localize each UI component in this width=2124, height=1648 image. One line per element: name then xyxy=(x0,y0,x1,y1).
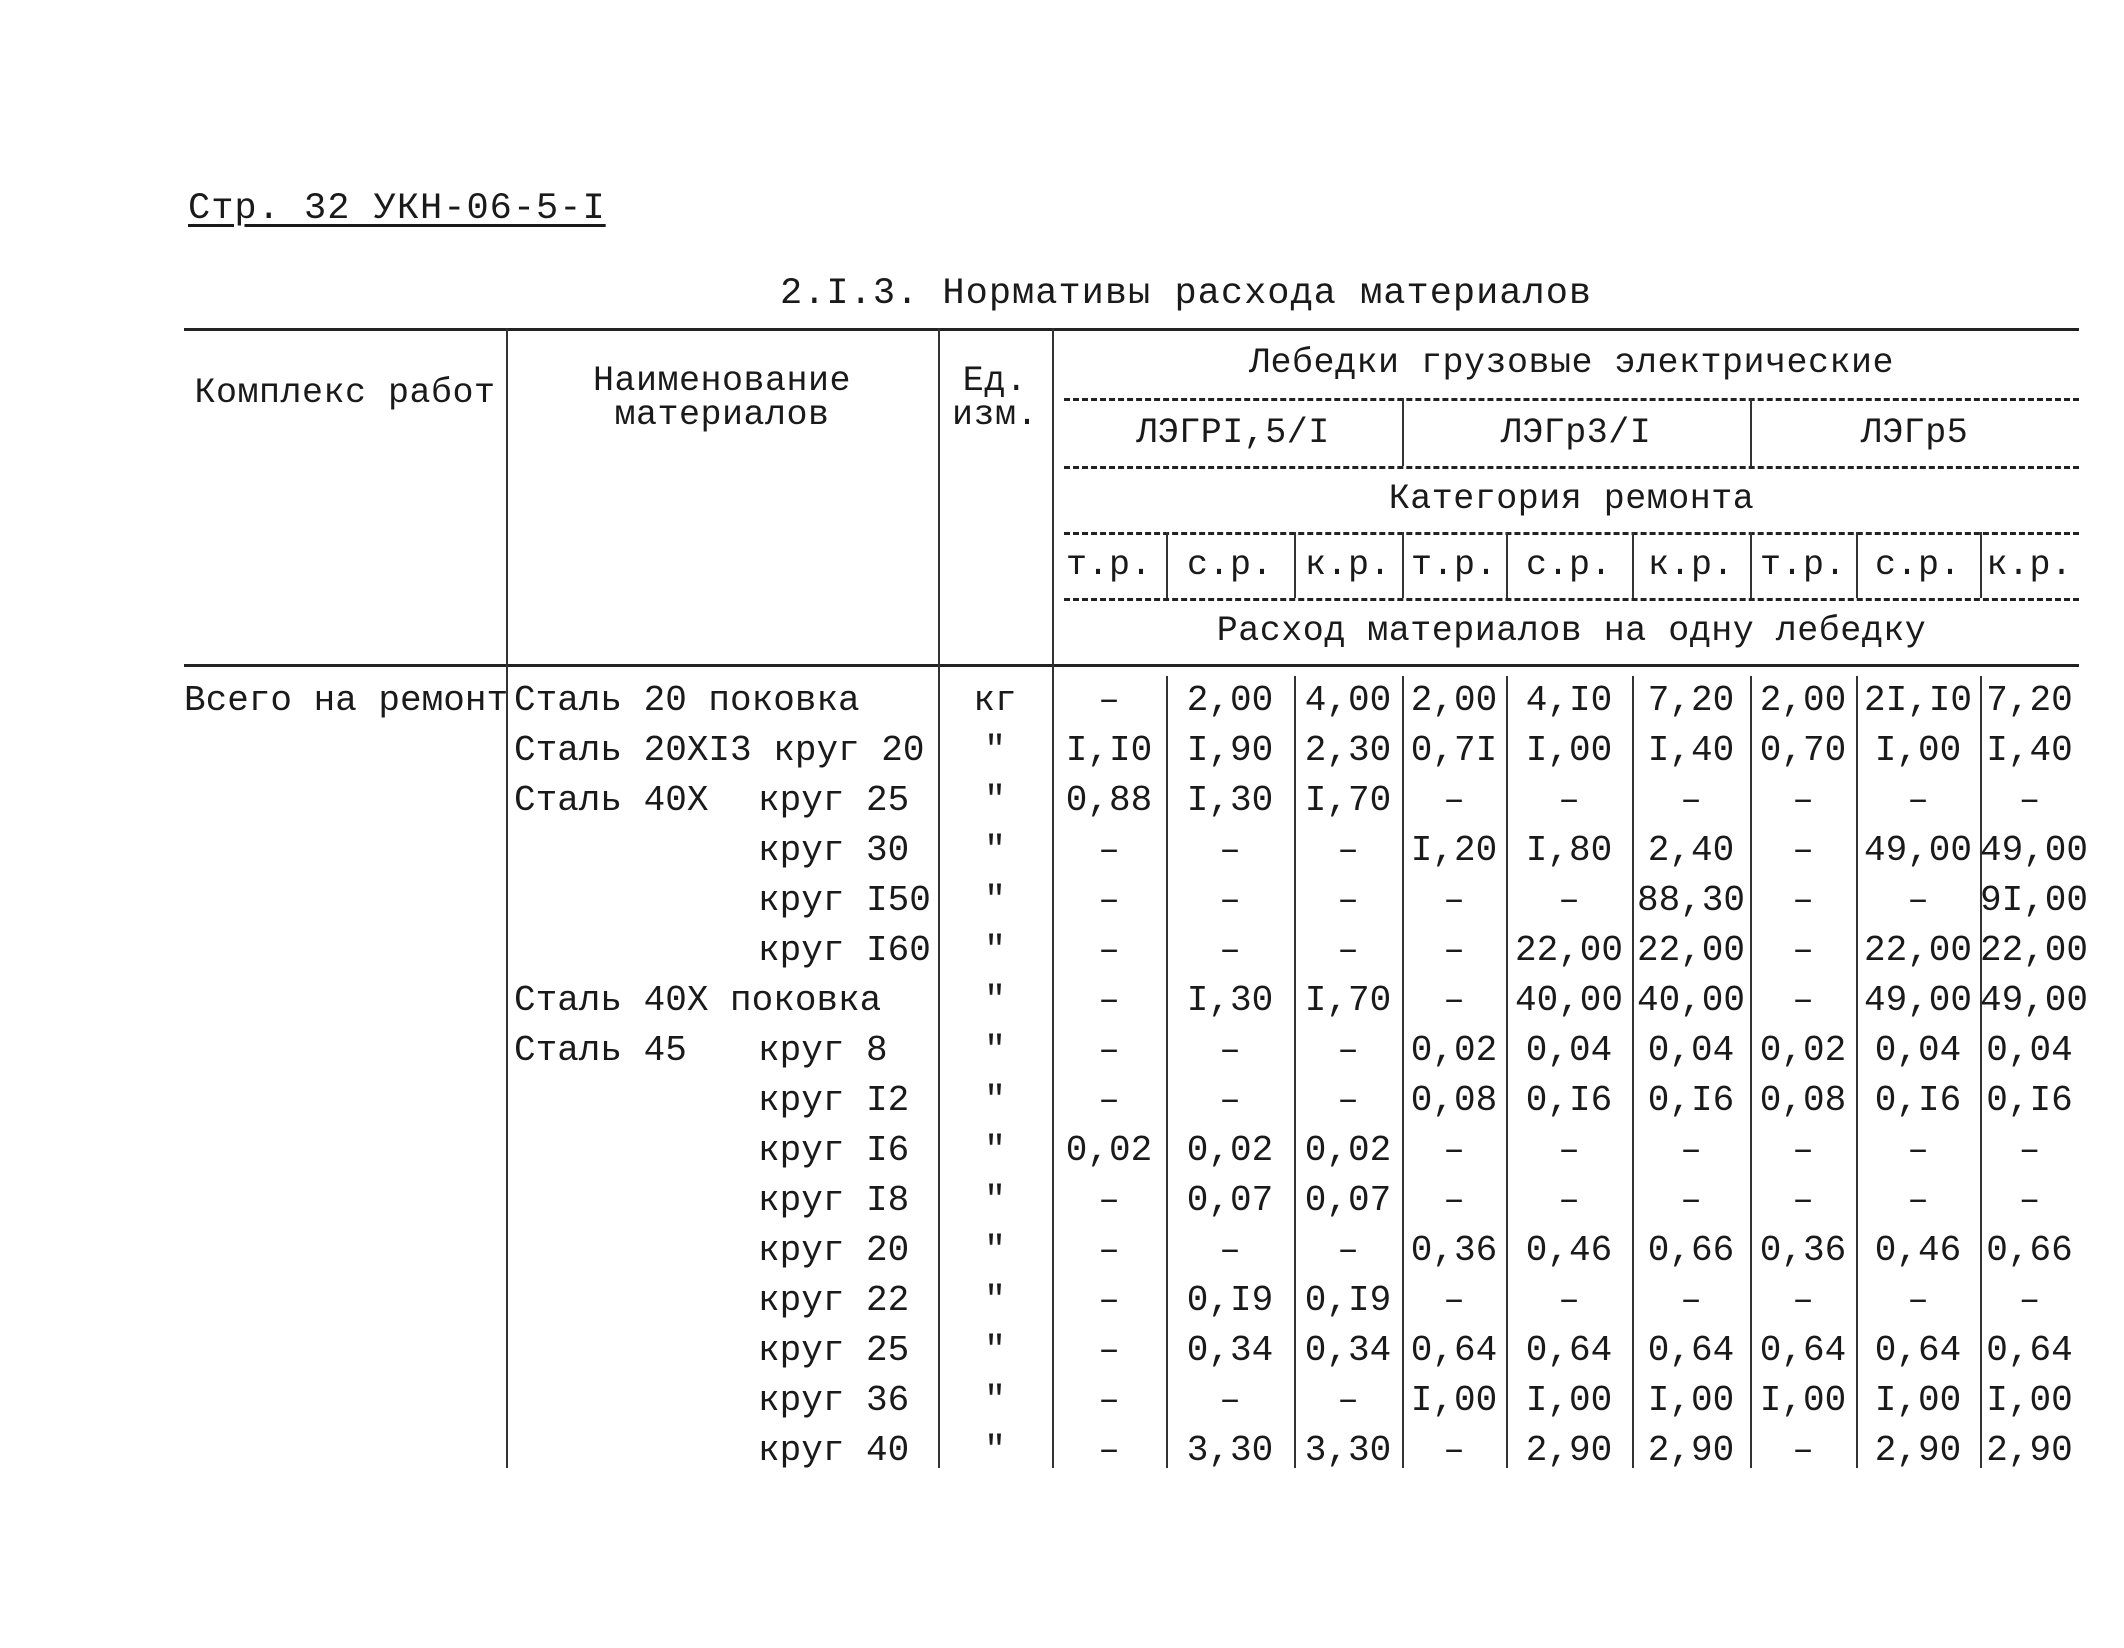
unit-cell: " xyxy=(984,1230,1006,1271)
value-cell: – xyxy=(1907,1130,1929,1171)
complex-cell xyxy=(184,1226,506,1276)
material-form-cell: круг I60 xyxy=(758,930,931,971)
value-cell: 3,30 xyxy=(1304,1430,1392,1471)
value-cell: – xyxy=(1792,1280,1814,1321)
value-cell: 2,90 xyxy=(1647,1430,1735,1471)
table-row xyxy=(184,1376,2079,1426)
table-row xyxy=(184,976,2089,1026)
value-cell: 0,04 xyxy=(1986,1030,2073,1071)
material-form-cell: круг 8 xyxy=(758,1030,888,1071)
header-repair-type: т.р. xyxy=(1759,545,1846,585)
header-unit-line2: изм. xyxy=(951,395,1038,435)
value-cell: 0,02 xyxy=(1759,1030,1847,1071)
value-cell: – xyxy=(1792,1430,1814,1471)
table-row xyxy=(184,826,2089,876)
value-cell: – xyxy=(1098,1080,1120,1121)
complex-cell xyxy=(184,976,506,1026)
value-cell: 0,I9 xyxy=(1304,1280,1392,1321)
material-form-cell: круг 22 xyxy=(758,1280,910,1321)
value-cell: – xyxy=(1443,1280,1465,1321)
header-model-2: ЛЭГр3/I xyxy=(1500,413,1652,453)
material-form-cell: круг 20 xyxy=(758,1230,910,1271)
value-cell: – xyxy=(1219,1230,1241,1271)
value-cell: – xyxy=(1219,880,1241,921)
value-cell: 0,64 xyxy=(1525,1330,1613,1371)
table-row xyxy=(184,876,2089,926)
model-rule xyxy=(1064,466,2079,469)
value-cell: 0,46 xyxy=(1874,1230,1962,1271)
value-cell: – xyxy=(2018,1180,2041,1221)
value-cell: – xyxy=(1558,880,1580,921)
value-cell: – xyxy=(1792,830,1814,871)
value-cell: – xyxy=(1792,1130,1814,1171)
unit-cell: " xyxy=(984,1080,1006,1121)
table-row xyxy=(184,676,2079,726)
header-group: Лебедки грузовые электрические xyxy=(1248,343,1895,383)
value-cell: I,00 xyxy=(1525,1380,1613,1421)
value-cell: 22,00 xyxy=(1980,930,2089,971)
complex-cell xyxy=(184,1326,506,1376)
material-form-cell xyxy=(758,726,938,776)
value-cell: 0,64 xyxy=(1647,1330,1735,1371)
value-cell: 0,88 xyxy=(1065,780,1153,821)
material-form-cell: круг I50 xyxy=(758,880,931,921)
header-repair-type: к.р. xyxy=(1986,545,2073,585)
value-cell: 0,04 xyxy=(1525,1030,1613,1071)
value-cell: 0,64 xyxy=(1874,1330,1962,1371)
value-cell: 0,64 xyxy=(1759,1330,1847,1371)
value-cell: 22,00 xyxy=(1636,930,1746,971)
value-cell: 7,20 xyxy=(1647,680,1735,721)
table-top-rule xyxy=(184,328,2079,331)
table-row xyxy=(184,1426,2079,1476)
header-model-3: ЛЭГр5 xyxy=(1860,413,1969,453)
header-bottom-rule xyxy=(184,664,2079,667)
value-cell: – xyxy=(1792,980,1814,1021)
material-cell: Сталь 40Х xyxy=(514,780,709,821)
material-form-cell: круг I2 xyxy=(758,1080,910,1121)
value-cell: 2,00 xyxy=(1759,680,1847,721)
value-cell: – xyxy=(1098,1180,1120,1221)
value-cell: 0,70 xyxy=(1759,730,1847,771)
complex-cell xyxy=(184,876,506,926)
value-cell: 0,08 xyxy=(1759,1080,1847,1121)
value-cell: I,20 xyxy=(1410,830,1498,871)
value-cell: – xyxy=(2018,1130,2041,1171)
value-cell: 0,I6 xyxy=(1986,1080,2073,1121)
table-row xyxy=(184,1076,2079,1126)
value-cell: 4,I0 xyxy=(1525,680,1613,721)
value-cell: – xyxy=(1792,780,1814,821)
value-cell: 2,30 xyxy=(1304,730,1392,771)
complex-cell xyxy=(184,1376,506,1426)
value-cell: 0,02 xyxy=(1186,1130,1274,1171)
table-row xyxy=(184,1276,2079,1326)
value-cell: 0,I9 xyxy=(1186,1280,1274,1321)
unit-cell: " xyxy=(984,880,1006,921)
header-repair-type: с.р. xyxy=(1186,545,1273,585)
unit-cell: " xyxy=(984,1330,1006,1371)
unit-cell: " xyxy=(984,1180,1006,1221)
value-cell: – xyxy=(1680,1130,1702,1171)
value-cell: 0,36 xyxy=(1759,1230,1847,1271)
unit-cell: " xyxy=(984,1430,1006,1471)
material-form-cell: круг 36 xyxy=(758,1380,910,1421)
value-cell: 0,04 xyxy=(1647,1030,1735,1071)
value-cell: – xyxy=(1907,780,1929,821)
value-cell: – xyxy=(1098,1280,1120,1321)
value-cell: – xyxy=(1792,880,1814,921)
value-cell: 0,I6 xyxy=(1647,1080,1735,1121)
material-cell: Сталь 40Х поковка xyxy=(514,980,882,1021)
value-cell: – xyxy=(1558,1280,1580,1321)
value-cell: – xyxy=(1098,930,1120,971)
unit-cell: " xyxy=(984,1380,1006,1421)
value-cell: I,30 xyxy=(1186,780,1274,821)
value-cell: 40,00 xyxy=(1636,980,1746,1021)
value-cell: – xyxy=(1098,1030,1120,1071)
value-cell: 0,64 xyxy=(1410,1330,1498,1371)
value-cell: I,80 xyxy=(1525,830,1613,871)
header-repair-type: с.р. xyxy=(1874,545,1961,585)
material-cell: Сталь 20 поковка xyxy=(514,680,860,721)
value-cell: – xyxy=(1337,1080,1359,1121)
value-cell: I,70 xyxy=(1304,980,1392,1021)
value-cell: 0,I6 xyxy=(1874,1080,1962,1121)
value-cell: 2,40 xyxy=(1647,830,1735,871)
value-cell: 88,30 xyxy=(1636,880,1746,921)
value-cell: 22,00 xyxy=(1514,930,1624,971)
value-cell: – xyxy=(1443,1180,1465,1221)
value-cell: – xyxy=(1792,1180,1814,1221)
complex-cell xyxy=(184,776,506,826)
complex-cell xyxy=(184,1176,506,1226)
value-cell: 0,02 xyxy=(1410,1030,1498,1071)
value-cell: 0,64 xyxy=(1986,1330,2073,1371)
value-cell: 0,7I xyxy=(1410,730,1498,771)
material-form-cell: круг I8 xyxy=(758,1180,910,1221)
value-cell: – xyxy=(1680,780,1702,821)
complex-cell: Всего на ремонт xyxy=(184,680,509,721)
complex-cell xyxy=(184,1026,506,1076)
value-cell: I,00 xyxy=(1874,730,1962,771)
material-form-cell: круг 25 xyxy=(758,1330,910,1371)
value-cell: 0,34 xyxy=(1186,1330,1274,1371)
table-row xyxy=(184,726,2079,776)
value-cell: – xyxy=(1098,1330,1120,1371)
value-cell: 2,00 xyxy=(1410,680,1498,721)
value-cell: I,00 xyxy=(1759,1380,1847,1421)
table-row xyxy=(184,776,2079,826)
value-cell: – xyxy=(1337,1230,1359,1271)
value-cell: I,00 xyxy=(1647,1380,1735,1421)
repair-type-rule xyxy=(1064,598,2079,601)
header-repair-type: к.р. xyxy=(1304,545,1391,585)
value-cell: 49,00 xyxy=(1863,980,1973,1021)
header-material-line1: Наименование xyxy=(592,361,852,401)
value-cell: 0,46 xyxy=(1525,1230,1613,1271)
value-cell: – xyxy=(1680,1280,1702,1321)
unit-cell: " xyxy=(984,980,1006,1021)
value-cell: 0,66 xyxy=(1647,1230,1735,1271)
value-cell: – xyxy=(1098,1430,1120,1471)
value-cell: 22,00 xyxy=(1863,930,1973,971)
header-repair-type: т.р. xyxy=(1410,545,1497,585)
material-cell: Сталь 45 xyxy=(514,1030,687,1071)
complex-cell xyxy=(184,1426,506,1476)
value-cell: I,70 xyxy=(1304,780,1392,821)
unit-cell: " xyxy=(984,1030,1006,1071)
header-complex: Комплекс работ xyxy=(194,373,496,413)
value-cell: I,00 xyxy=(1525,730,1613,771)
material-form-cell: круг 30 xyxy=(758,830,910,871)
value-cell: 0,34 xyxy=(1304,1330,1392,1371)
material-form-cell: круг 25 xyxy=(758,780,910,821)
value-cell: – xyxy=(1443,880,1465,921)
value-cell: – xyxy=(1443,930,1465,971)
table-row xyxy=(184,1226,2079,1276)
value-cell: – xyxy=(1337,1030,1359,1071)
value-cell: – xyxy=(1558,1130,1580,1171)
value-cell: 49,00 xyxy=(1980,980,2089,1021)
value-cell: 0,07 xyxy=(1304,1180,1392,1221)
unit-cell: кг xyxy=(973,680,1017,721)
value-cell: 49,00 xyxy=(1980,830,2089,871)
complex-cell xyxy=(184,1126,506,1176)
value-cell: 0,02 xyxy=(1304,1130,1392,1171)
value-cell: – xyxy=(1219,1030,1241,1071)
value-cell: – xyxy=(1558,780,1580,821)
category-rule xyxy=(1064,532,2079,535)
complex-cell xyxy=(184,726,506,776)
header-model-1: ЛЭГРI,5/I xyxy=(1136,413,1330,453)
value-cell: – xyxy=(1098,880,1120,921)
unit-cell: " xyxy=(984,1130,1006,1171)
value-cell: – xyxy=(1098,830,1120,871)
header-consumption: Расход материалов на одну лебедку xyxy=(1216,611,1927,651)
header-category: Категория ремонта xyxy=(1388,479,1755,519)
header-repair-type: к.р. xyxy=(1647,545,1734,585)
value-cell: – xyxy=(1098,980,1120,1021)
value-cell: – xyxy=(1337,1380,1359,1421)
value-cell: – xyxy=(1792,930,1814,971)
complex-cell xyxy=(184,826,506,876)
value-cell: – xyxy=(1907,880,1929,921)
header-repair-type: с.р. xyxy=(1525,545,1612,585)
value-cell: 7,20 xyxy=(1986,680,2073,721)
value-cell: – xyxy=(1098,680,1120,721)
value-cell: – xyxy=(1219,830,1241,871)
value-cell: 9I,00 xyxy=(1980,880,2089,921)
value-cell: – xyxy=(1680,1180,1702,1221)
table-row xyxy=(184,1326,2079,1376)
complex-cell xyxy=(184,1076,506,1126)
value-cell: I,40 xyxy=(1647,730,1735,771)
value-cell: – xyxy=(1443,980,1465,1021)
value-cell: 4,00 xyxy=(1304,680,1392,721)
value-cell: 0,I6 xyxy=(1525,1080,1613,1121)
value-cell: – xyxy=(1443,1130,1465,1171)
unit-cell: " xyxy=(984,1280,1006,1321)
material-form-cell xyxy=(758,976,938,1026)
unit-cell: " xyxy=(984,780,1006,821)
value-cell: 2,90 xyxy=(1986,1430,2073,1471)
material-form-cell xyxy=(758,676,938,726)
value-cell: 2,90 xyxy=(1525,1430,1613,1471)
value-cell: 2I,I0 xyxy=(1863,680,1973,721)
value-cell: 2,90 xyxy=(1874,1430,1962,1471)
material-form-cell: круг 40 xyxy=(758,1430,910,1471)
value-cell: 49,00 xyxy=(1863,830,1973,871)
value-cell: 0,07 xyxy=(1186,1180,1274,1221)
value-cell: I,40 xyxy=(1986,730,2073,771)
table-row xyxy=(184,926,2089,976)
value-cell: – xyxy=(1443,780,1465,821)
value-cell: 0,66 xyxy=(1986,1230,2073,1271)
complex-cell xyxy=(184,926,506,976)
header-material-line2: материалов xyxy=(614,395,830,435)
value-cell: 0,02 xyxy=(1065,1130,1153,1171)
value-cell: – xyxy=(1443,1430,1465,1471)
value-cell: I,I0 xyxy=(1065,730,1153,771)
value-cell: – xyxy=(1098,1230,1120,1271)
value-cell: 0,04 xyxy=(1874,1030,1962,1071)
table-row xyxy=(184,1126,2079,1176)
unit-cell: " xyxy=(984,830,1006,871)
value-cell: – xyxy=(1337,930,1359,971)
unit-cell: " xyxy=(984,730,1006,771)
value-cell: – xyxy=(1098,1380,1120,1421)
value-cell: – xyxy=(1219,930,1241,971)
table-row xyxy=(184,1026,2079,1076)
value-cell: I,00 xyxy=(1874,1380,1962,1421)
complex-cell xyxy=(184,1276,506,1326)
value-cell: I,30 xyxy=(1186,980,1274,1021)
value-cell: 0,08 xyxy=(1410,1080,1498,1121)
value-cell: – xyxy=(1219,1080,1241,1121)
group-rule xyxy=(1064,398,2079,401)
value-cell: – xyxy=(1907,1280,1929,1321)
value-cell: – xyxy=(1907,1180,1929,1221)
value-cell: – xyxy=(1558,1180,1580,1221)
value-cell: I,00 xyxy=(1986,1380,2073,1421)
page-header: Стр. 32 УКН-06-5-I xyxy=(188,188,606,230)
material-cell: Сталь 20ХI3 круг 20 xyxy=(514,730,925,771)
header-unit-line1: Ед. xyxy=(962,361,1028,401)
value-cell: I,90 xyxy=(1186,730,1274,771)
value-cell: – xyxy=(1219,1380,1241,1421)
table-row xyxy=(184,1176,2079,1226)
value-cell: 40,00 xyxy=(1514,980,1624,1021)
value-cell: 2,00 xyxy=(1186,680,1274,721)
value-cell: – xyxy=(1337,880,1359,921)
unit-cell: " xyxy=(984,930,1006,971)
table-body xyxy=(184,676,2089,1476)
value-cell: – xyxy=(2018,780,2041,821)
value-cell: – xyxy=(2018,1280,2041,1321)
value-cell: 3,30 xyxy=(1186,1430,1274,1471)
value-cell: 0,36 xyxy=(1410,1230,1498,1271)
material-form-cell: круг I6 xyxy=(758,1130,910,1171)
header-repair-type: т.р. xyxy=(1065,545,1152,585)
value-cell: I,00 xyxy=(1410,1380,1498,1421)
value-cell: – xyxy=(1337,830,1359,871)
document-title: 2.I.3. Нормативы расхода материалов xyxy=(780,273,1593,315)
